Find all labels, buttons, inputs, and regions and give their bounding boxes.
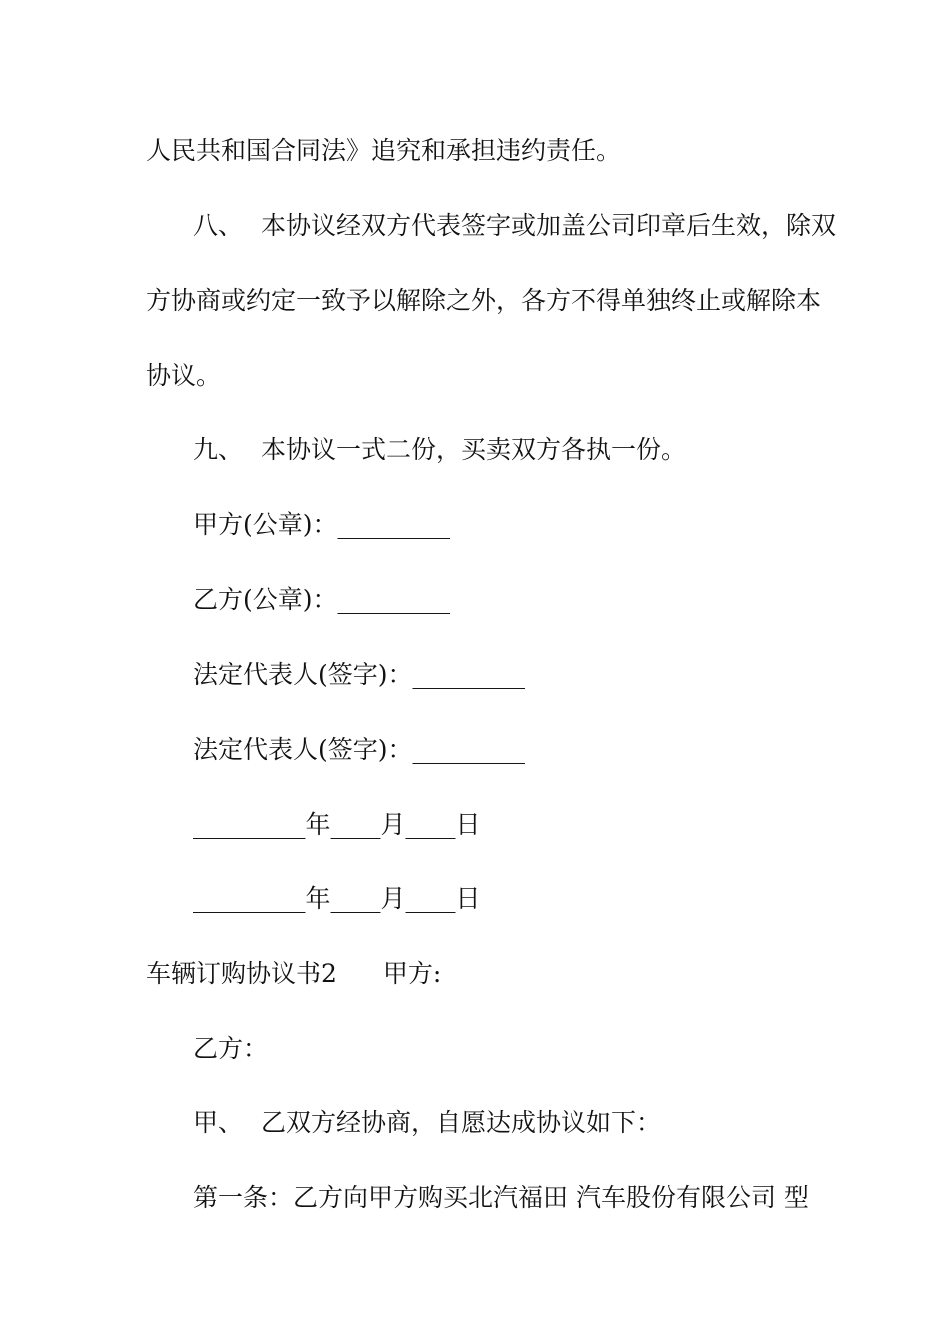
signature-label: 甲方(公章)：_________ [193,510,451,539]
clause-number: 九、 [193,435,244,464]
party-b-line [193,1034,268,1064]
clause-text: 本协议经双方代表签字或加盖公司印章后生效，除双 [261,211,837,240]
signature-label: 法定代表人(签字)：_________ [193,735,526,764]
date-line [193,810,481,840]
article-1 [193,1183,809,1213]
line-text: 协议。 [146,361,222,390]
paragraph-line [146,136,621,166]
intro-text: 乙双方经协商，自愿达成协议如下： [261,1108,662,1137]
clause-number: 八、 [193,211,244,240]
agreement-title: 车辆订购协议书2 [146,959,337,988]
article-text: 第一条：乙方向甲方购买北汽福田 汽车股份有限公司 型 [193,1183,809,1212]
line-text: 人民共和国合同法》追究和承担违约责任。 [146,136,622,165]
clause-9 [193,435,686,465]
line-text: 方协商或约定一致予以解除之外，各方不得单独终止或解除本 [146,286,822,315]
date-text: _________年____月____日 [193,884,481,913]
legal-representative-signature [193,735,525,765]
legal-representative-signature [193,660,525,690]
date-text: _________年____月____日 [193,810,481,839]
signature-party-b [193,585,450,615]
paragraph-line [146,286,821,316]
party-b-label: 乙方： [193,1034,269,1063]
date-line [193,884,481,914]
agreement-title-line [146,959,441,989]
party-a-label: 甲方: [382,959,442,988]
intro-prefix: 甲、 [193,1108,244,1137]
signature-label: 法定代表人(签字)：_________ [193,660,526,689]
paragraph-line [146,361,221,391]
clause-text: 本协议一式二份，买卖双方各执一份。 [261,435,687,464]
agreement-intro [193,1108,661,1138]
signature-label: 乙方(公章)：_________ [193,585,451,614]
signature-party-a [193,510,450,540]
clause-8 [193,211,836,241]
